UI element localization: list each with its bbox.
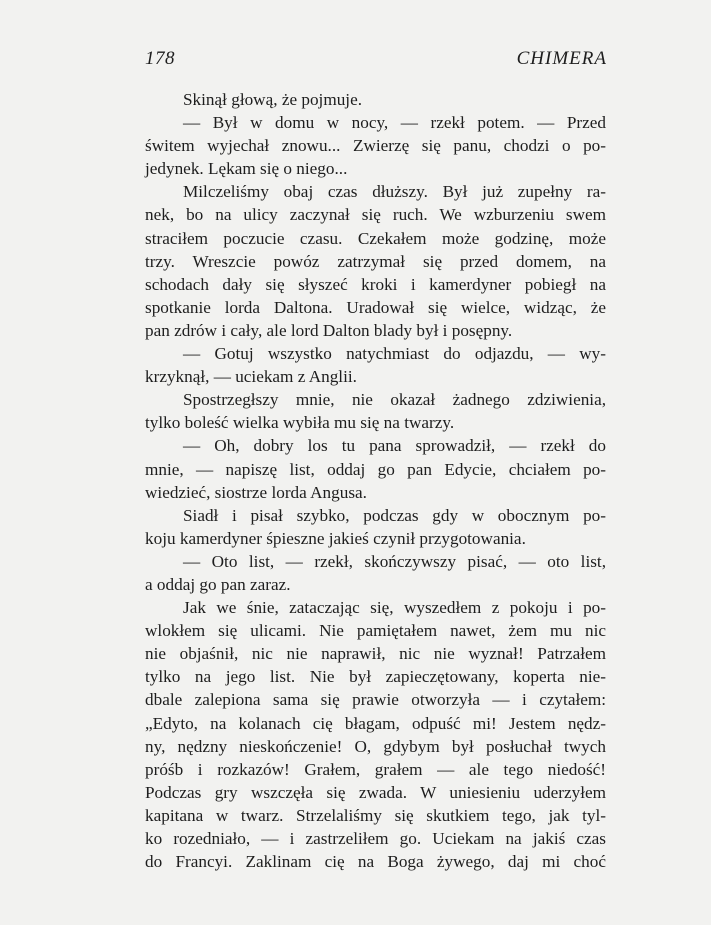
text-line: próśb i rozkazów! Grałem, grałem — ale tego niedość! <box>145 759 606 779</box>
text-line: — Był w domu w nocy, — rzekł potem. — Przed <box>183 113 606 133</box>
text-line: nie objaśnił, nic nie naprawił, nic nie wyznał! Patrzałem <box>145 644 606 664</box>
text-line: tylko na jego list. Nie był zapieczętowany, koperta nie- <box>145 667 606 687</box>
text-line: a oddaj go pan zaraz. <box>145 574 291 594</box>
text-line: spotkanie lorda Daltona. Uradował się wielce, widząc, że <box>145 297 606 317</box>
text-line: do Francyi. Zaklinam cię na Boga żywego, daj mi choć <box>145 852 606 872</box>
page-number: 178 <box>145 48 175 69</box>
text-line: ny, nędzny nieskończenie! O, gdybym był posłuchał twych <box>145 736 606 756</box>
body-text <box>145 88 606 873</box>
page-header <box>145 48 607 72</box>
text-line: trzy. Wreszcie powóz zatrzymał się przed domem, na <box>145 251 606 271</box>
text-line: straciłem poczucie czasu. Czekałem może godzinę, może <box>145 228 606 248</box>
text-line: koju kamerdyner śpieszne jakieś czynił przygotowania. <box>145 528 526 548</box>
text-line: Jak we śnie, zataczając się, wyszedłem z pokoju i po- <box>183 598 606 618</box>
text-line: „Edyto, na kolanach cię błagam, odpuść mi! Jestem nędz- <box>145 713 606 733</box>
text-line: schodach dały się słyszeć kroki i kamerdyner pobiegł na <box>145 274 606 294</box>
text-line: kapitana w twarz. Strzelaliśmy się skutkiem tego, jak tyl- <box>145 805 606 825</box>
text-line: Milczeliśmy obaj czas dłuższy. Był już zupełny ra- <box>183 182 606 202</box>
text-line: nek, bo na ulicy zaczynał się ruch. We wzburzeniu swem <box>145 205 606 225</box>
text-line: mnie, — napiszę list, oddaj go pan Edycie, chciałem po- <box>145 459 606 479</box>
running-title: CHIMERA <box>516 48 607 69</box>
text-line: dbale zalepiona sama się prawie otworzyła — i czytałem: <box>145 690 606 710</box>
text-line: wlokłem się ulicami. Nie pamiętałem nawet, żem mu nic <box>145 621 606 641</box>
text-line: Siadł i pisał szybko, podczas gdy w obocznym po- <box>183 505 606 525</box>
text-line: — Oh, dobry los tu pana sprowadził, — rzekł do <box>183 436 606 456</box>
text-line: Podczas gry wszczęła się zwada. W uniesieniu uderzyłem <box>145 782 606 802</box>
text-line: — Oto list, — rzekł, skończywszy pisać, — oto list, <box>183 551 606 571</box>
text-line: Spostrzegłszy mnie, nie okazał żadnego zdziwienia, <box>183 390 606 410</box>
text-line: — Gotuj wszystko natychmiast do odjazdu, — wy- <box>183 344 606 364</box>
text-line: Skinął głową, że pojmuje. <box>183 90 363 109</box>
text-line: pan zdrów i cały, ale lord Dalton blady był i posępny. <box>145 320 513 340</box>
text-line: tylko boleść wielka wybiła mu się na twarzy. <box>145 413 455 433</box>
text-line: jedynek. Lękam się o niego... <box>145 159 348 179</box>
text-line: wiedzieć, siostrze lorda Angusa. <box>145 482 367 502</box>
text-line: ko rozedniało, — i zastrzeliłem go. Uciekam na jakiś czas <box>145 829 606 848</box>
text-line: świtem wyjechał znowu... Zwierzę się panu, chodzi o po- <box>145 136 606 156</box>
text-line: krzyknął, — uciekam z Anglii. <box>145 367 357 387</box>
